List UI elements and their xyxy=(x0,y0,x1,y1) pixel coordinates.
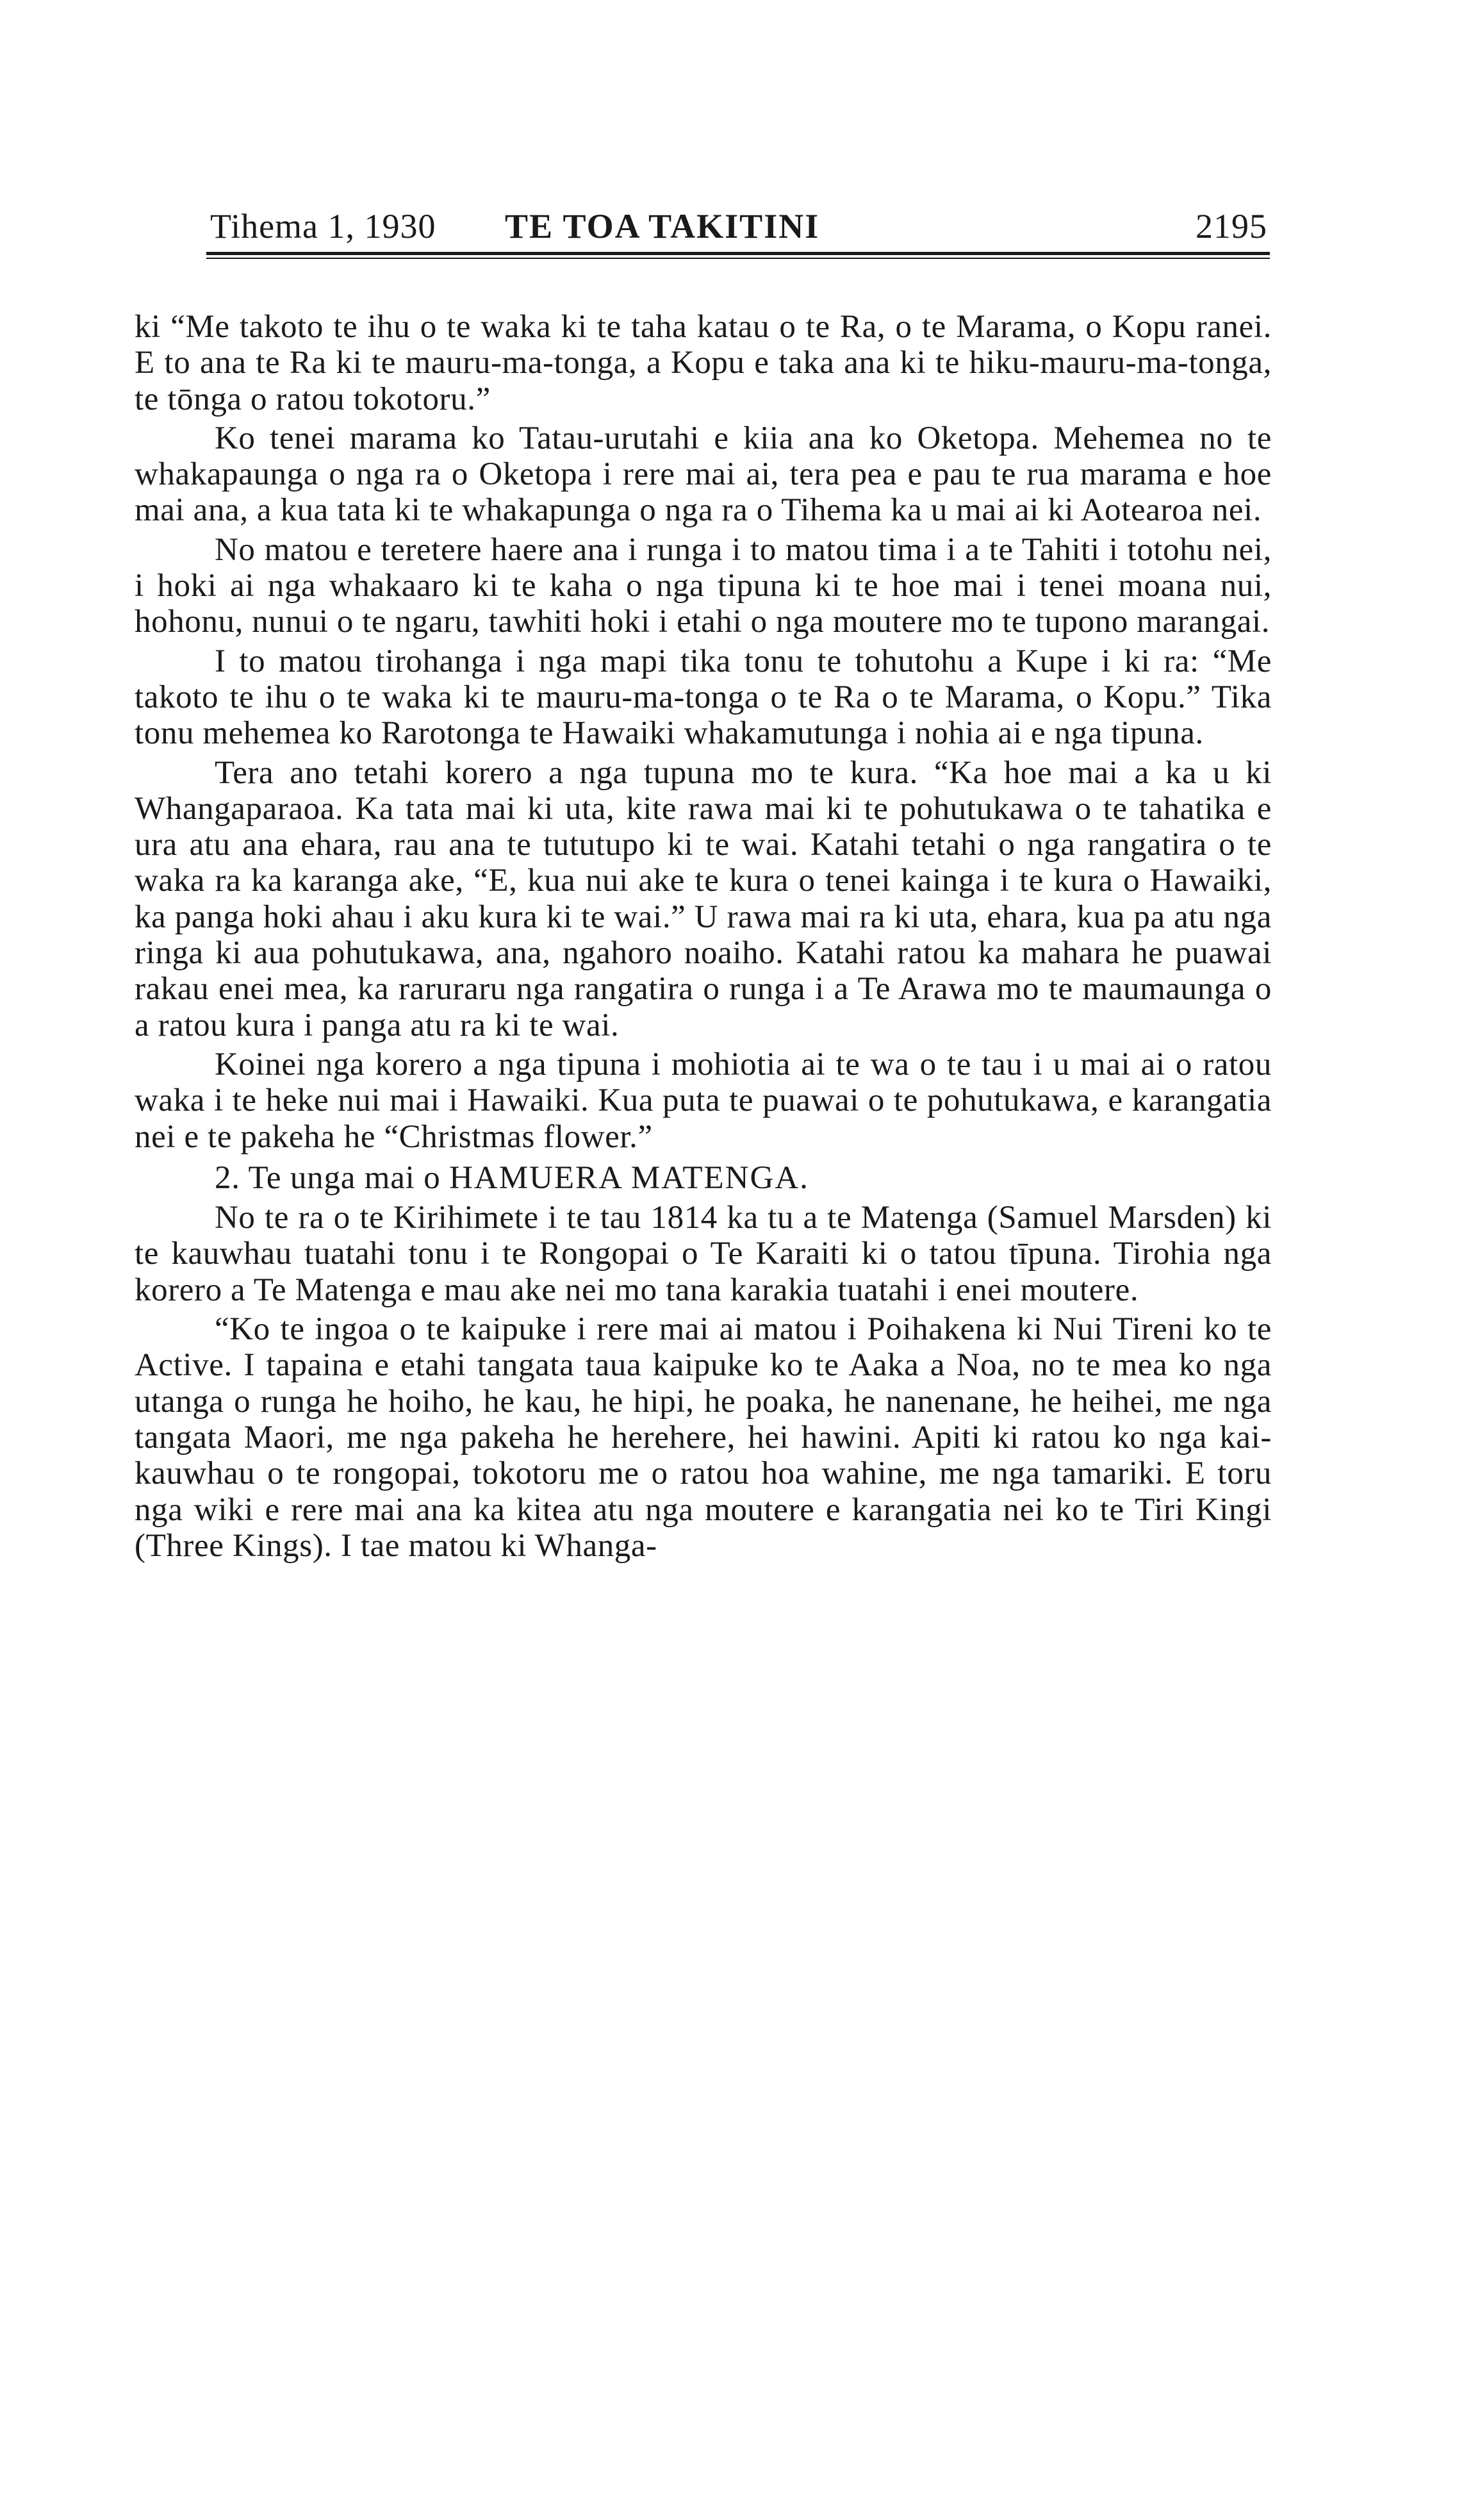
paragraph: ki “Me takoto te ihu o te waka ki te taha katau o te Ra, o te Marama, o Kopu ranei. E to ana te Ra ki te mauru-ma-tonga, a Kopu e taka ana ki te hiku-mauru-ma-tonga, te tōnga o ratou tokotoru.” xyxy=(135,309,1272,417)
running-head xyxy=(210,204,1267,249)
section-number: 2. xyxy=(215,1159,240,1196)
paragraph: Ko tenei marama ko Tatau-urutahi e kiia ana ko Oketopa. Mehemea no te whakapaunga o nga ra o Oketopa i rere mai ai, tera pea e pau te rua marama e hoe mai ana, a kua tata ki te whakapunga o nga ra o Tihema ka u mai ai ki Aotearoa nei. xyxy=(135,420,1272,529)
section-heading-prefix: Te unga mai o xyxy=(248,1159,441,1196)
issue-date: Tihema 1, 1930 xyxy=(210,207,436,245)
paragraph: No te ra o te Kirihimete i te tau 1814 ka tu a te Matenga (Samuel Marsden) ki te kauwhau tuatahi tonu i te Rongopai o Te Karaiti ki o tatou tīpuna. Tirohia nga korero a Te Matenga e mau ake nei mo tana karakia tuatahi i enei moutere. xyxy=(135,1200,1272,1308)
paragraph: Tera ano tetahi korero a nga tupuna mo te kura. “Ka hoe mai a ka u ki Whangaparaoa. Ka tata mai ki uta, kite rawa mai ki te pohutukawa o te tahatika e ura atu ana ehara, rau ana te tututupo ki te wai. Katahi tetahi o nga rangatira o te waka ra ka karanga ake, “E, kua nui ake te kura o tenei kainga i te kura o Hawaiki, ka panga hoki ahau i aku kura ki te wai.” U rawa mai ra ki uta, ehara, kua pa atu nga ringa ki aua pohutukawa, ana, ngahoro noaiho. Katahi ratou ka mahara he puawai rakau enei mea, ka raruraru nga rangatira o runga i a Te Arawa mo te maumaunga o a ratou kura i panga atu ra ki te wai. xyxy=(135,754,1272,1043)
paragraph: No matou e teretere haere ana i runga i to matou tima i a te Tahiti i totohu nei, i hoki ai nga whakaaro ki te kaha o nga tipuna ki te hoe mai i tenei moana nui, hohonu, nunui o te ngaru, tawhiti hoki i etahi o nga moutere mo te tupono marangai. xyxy=(135,531,1272,640)
header-rule-thin xyxy=(206,258,1270,259)
body-text xyxy=(135,309,1272,1567)
publication-title: TE TOA TAKITINI xyxy=(505,207,820,245)
paragraph: Koinei nga korero a nga tipuna i mohiotia ai te wa o te tau i u mai ai o ratou waka i te heke nui mai i Hawaiki. Kua puta te puawai o te pohutukawa, e karangatia nei e te pakeha he “Christmas flower.” xyxy=(135,1046,1272,1155)
header-rule-thick xyxy=(206,252,1270,255)
paragraph: “Ko te ingoa o te kaipuke i rere mai ai matou i Poihakena ki Nui Tireni ko te Active. I tapaina e etahi tangata taua kaipuke ko te Aaka a Noa, no te mea ko nga utanga o runga he hoiho, he kau, he hipi, he poaka, he nanenane, he heihei, me nga tangata Maori, me nga pakeha he herehere, hei hawini. Apiti ki ratou ko nga kai-kauwhau o te rongopai, tokotoru me o ratou hoa wahine, me nga tamariki. E toru nga wiki e rere mai ana ka kitea atu nga moutere e karangatia nei ko te Tiri Kingi (Three Kings). I tae matou ki Whanga- xyxy=(135,1311,1272,1564)
section-heading xyxy=(135,1160,1272,1196)
page-number: 2195 xyxy=(1196,207,1267,245)
paragraph: I to matou tirohanga i nga mapi tika tonu te tohutohu a Kupe i ki ra: “Me takoto te ihu o te waka ki te mauru-ma-tonga o te Ra o te Marama, o Kopu.” Tika tonu mehemea ko Rarotonga te Hawaiki whakamutunga i nohia ai e nga tipuna. xyxy=(135,643,1272,752)
section-heading-name: HAMUERA MATENGA. xyxy=(449,1159,809,1196)
